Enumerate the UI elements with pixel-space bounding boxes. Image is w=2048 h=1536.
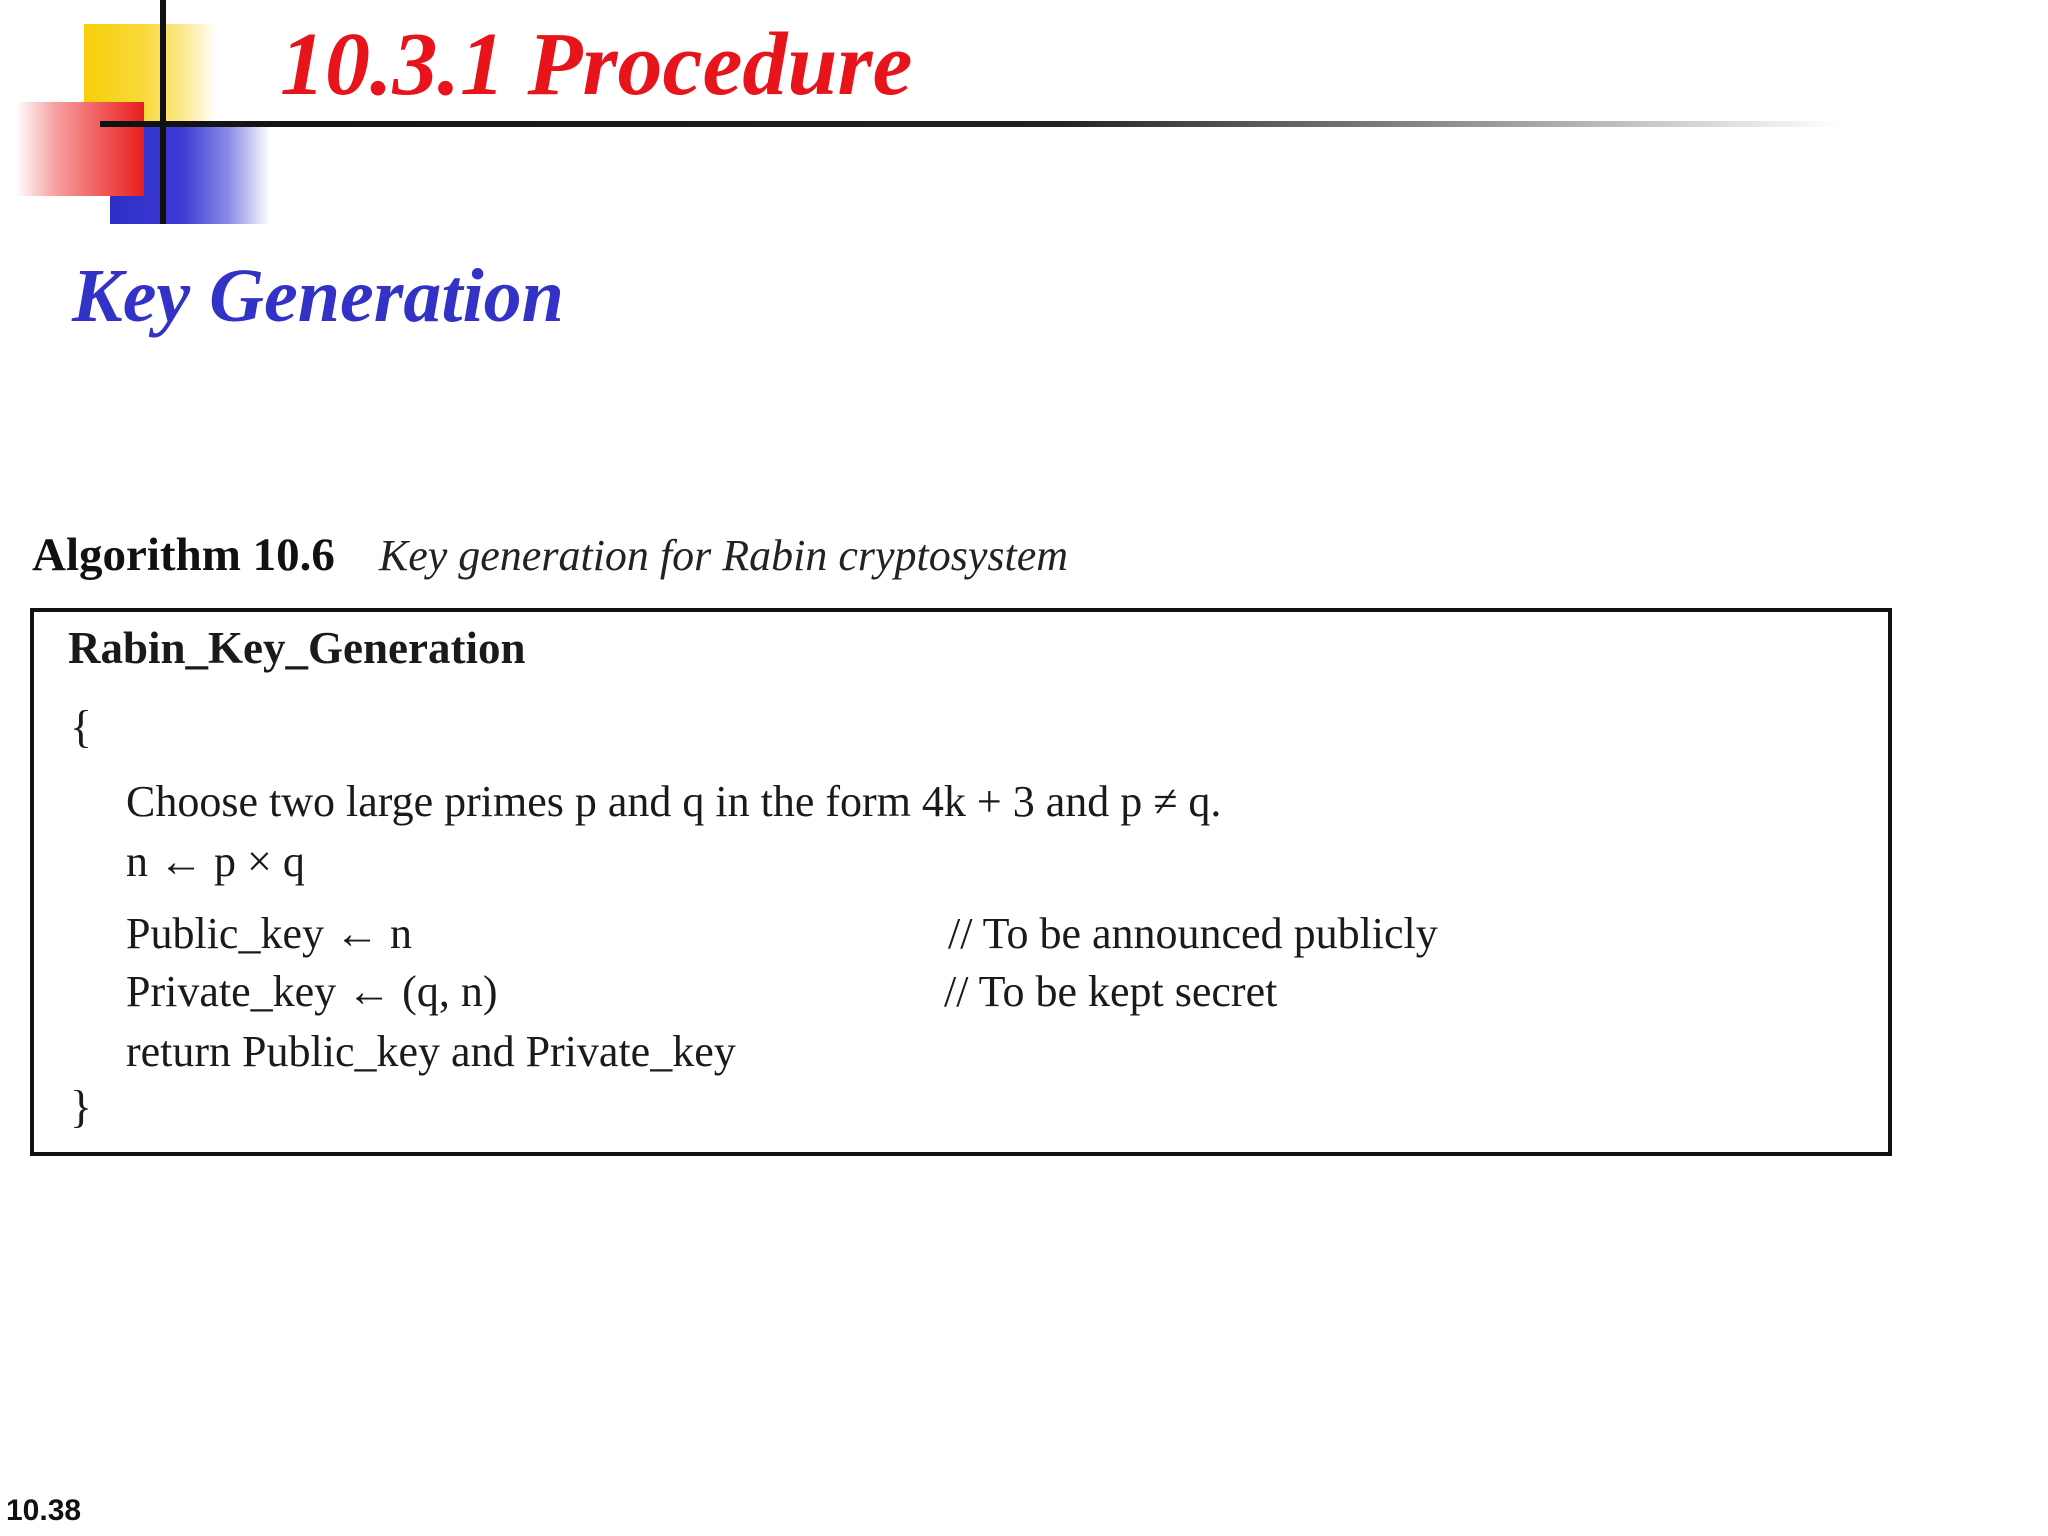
algorithm-box — [30, 608, 1892, 1156]
slide-title: 10.3.1 Procedure — [280, 15, 913, 114]
algorithm-number: Algorithm 10.6 — [32, 529, 335, 581]
comment-public-key: // To be announced publicly — [948, 909, 1438, 958]
algorithm-caption — [32, 529, 1069, 581]
algorithm-line-return: return Public_key and Private_key — [126, 1027, 736, 1076]
open-brace: { — [70, 701, 93, 752]
slide-subtitle: Key Generation — [72, 254, 564, 338]
procedure-name: Rabin_Key_Generation — [68, 623, 526, 673]
algorithm-line-compute-n: n ← p × q — [126, 837, 305, 886]
algorithm-name: Key generation for Rabin cryptosystem — [378, 531, 1069, 580]
algorithm-line-choose-primes: Choose two large primes p and q in the form 4k + 3 and p ≠ q. — [126, 777, 1222, 826]
algorithm-line-private-key: Private_key ← (q, n) — [126, 967, 498, 1016]
slide-decoration — [0, 0, 290, 230]
decoration-red-square — [16, 102, 144, 196]
close-brace: } — [70, 1081, 93, 1132]
title-underline — [100, 121, 1840, 127]
algorithm-line-public-key: Public_key ← n — [126, 909, 412, 958]
page-number: 10.38 — [6, 1494, 82, 1527]
decoration-vertical-line — [160, 0, 166, 224]
comment-private-key: // To be kept secret — [944, 967, 1278, 1016]
